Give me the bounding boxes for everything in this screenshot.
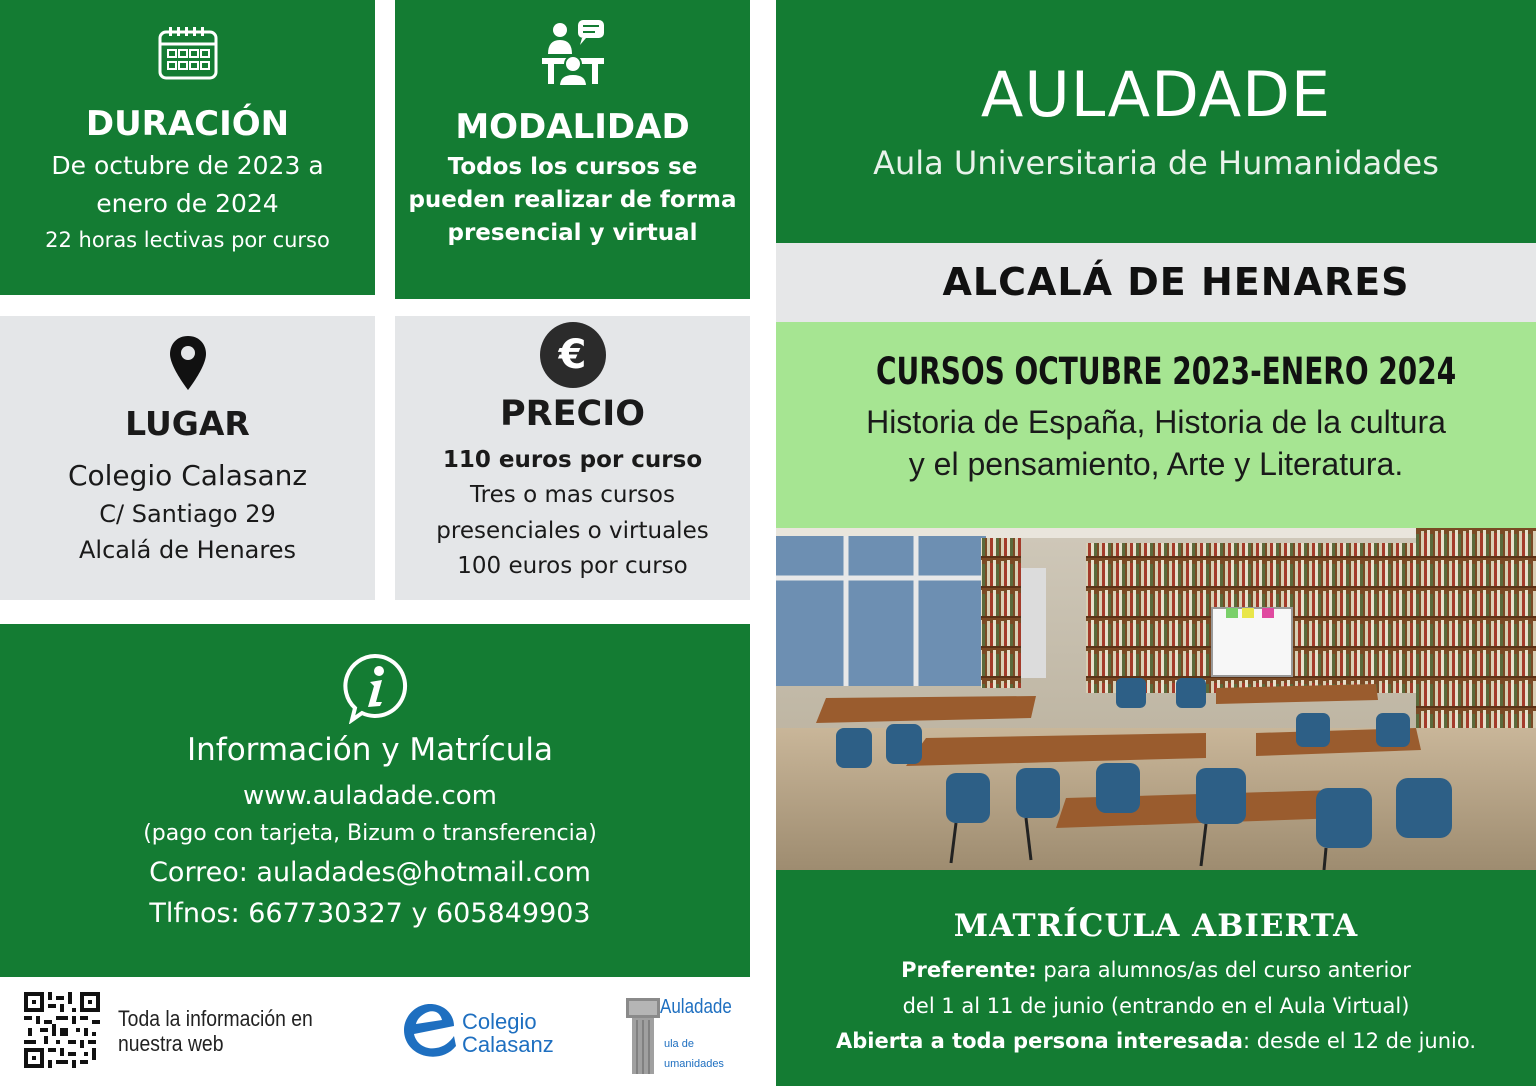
location-pin-icon <box>0 334 375 392</box>
colegio-text <box>462 1010 554 1056</box>
precio-line1: 110 euros por curso <box>442 447 703 473</box>
lugar-line1: Colegio Calasanz <box>67 459 308 492</box>
euro-icon: € <box>540 322 606 388</box>
duracion-line1: De octubre de 2023 a <box>51 151 324 180</box>
matricula-pref-label: Preferente: <box>901 958 1037 982</box>
duracion-card <box>0 0 375 295</box>
colegio-text-1: Colegio <box>462 1009 537 1034</box>
info-correo[interactable]: Correo: auladades@hotmail.com <box>149 857 591 888</box>
info-icon-wrap <box>0 652 750 724</box>
info-web[interactable]: www.auladade.com <box>243 781 497 811</box>
info-icon <box>340 652 410 724</box>
modalidad-line2: pueden realizar de forma <box>408 187 737 213</box>
precio-title: PRECIO <box>500 394 645 434</box>
info-telefonos: Tlfnos: 667730327 y 605849903 <box>149 898 591 929</box>
precio-card <box>395 316 750 600</box>
column-capital-icon <box>626 998 660 1074</box>
cursos-panel <box>776 322 1536 528</box>
modalidad-line1: Todos los cursos se <box>447 154 698 180</box>
qr-caption <box>118 1006 313 1056</box>
auladade-small-sub2: umanidades <box>664 1058 724 1070</box>
calendar-icon <box>0 26 375 80</box>
auladade-small-logo <box>626 996 746 1076</box>
matricula-line1 <box>776 958 1536 982</box>
duracion-line2: enero de 2024 <box>96 189 279 218</box>
header-panel <box>776 0 1536 243</box>
info-card <box>0 624 750 977</box>
precio-line4: 100 euros por curso <box>457 553 688 579</box>
calasanz-e-icon <box>400 1000 462 1060</box>
lugar-line2: C/ Santiago 29 <box>99 500 276 528</box>
matricula-line3 <box>776 1029 1536 1053</box>
lugar-title: LUGAR <box>125 404 250 443</box>
duracion-line3: 22 horas lectivas por curso <box>45 228 330 252</box>
info-title: Información y Matrícula <box>187 732 553 768</box>
qr-caption-line1: Toda la información en <box>118 1006 313 1031</box>
brand-title: AULADADE <box>980 58 1332 131</box>
lugar-card <box>0 316 375 600</box>
duracion-title: DURACIÓN <box>85 104 290 144</box>
precio-line3: presenciales o virtuales <box>436 518 709 544</box>
qr-caption-line2: nuestra web <box>118 1031 224 1056</box>
colegio-calasanz-logo <box>400 1000 560 1060</box>
modalidad-title: MODALIDAD <box>455 107 690 147</box>
matricula-line2: del 1 al 11 de junio (entrando en el Aula Virtual) <box>902 994 1410 1018</box>
matricula-title: MATRÍCULA ABIERTA <box>953 908 1359 944</box>
matricula-pref-text: para alumnos/as del curso anterior <box>1036 958 1411 982</box>
modalidad-line3: presencial y virtual <box>447 220 698 246</box>
brand-subtitle: Aula Universitaria de Humanidades <box>873 144 1439 182</box>
lugar-line3: Alcalá de Henares <box>79 536 296 564</box>
cursos-title: CURSOS OCTUBRE 2023-ENERO 2024 <box>875 350 1457 393</box>
qr-code[interactable] <box>24 992 100 1068</box>
modalidad-card <box>395 0 750 299</box>
classroom-icon <box>395 18 750 86</box>
classroom-photo <box>776 528 1536 870</box>
cursos-line2: y el pensamiento, Arte y Literatura. <box>908 446 1404 482</box>
city-band <box>776 243 1536 322</box>
matricula-open-text: : desde el 12 de junio. <box>1242 1029 1477 1053</box>
precio-line2: Tres o mas cursos <box>470 482 675 508</box>
auladade-small-title: Auladade <box>660 996 732 1018</box>
matricula-open-label: Abierta a toda persona interesada <box>835 1029 1243 1053</box>
city-title: ALCALÁ DE HENARES <box>942 260 1410 304</box>
cursos-line1: Historia de España, Historia de la cultura <box>866 404 1446 440</box>
matricula-panel <box>776 870 1536 1086</box>
info-pago: (pago con tarjeta, Bizum o transferencia) <box>143 821 597 846</box>
auladade-small-sub1: ula de <box>664 1038 694 1050</box>
euro-icon-wrap <box>395 322 750 388</box>
colegio-text-2: Calasanz <box>462 1032 554 1057</box>
